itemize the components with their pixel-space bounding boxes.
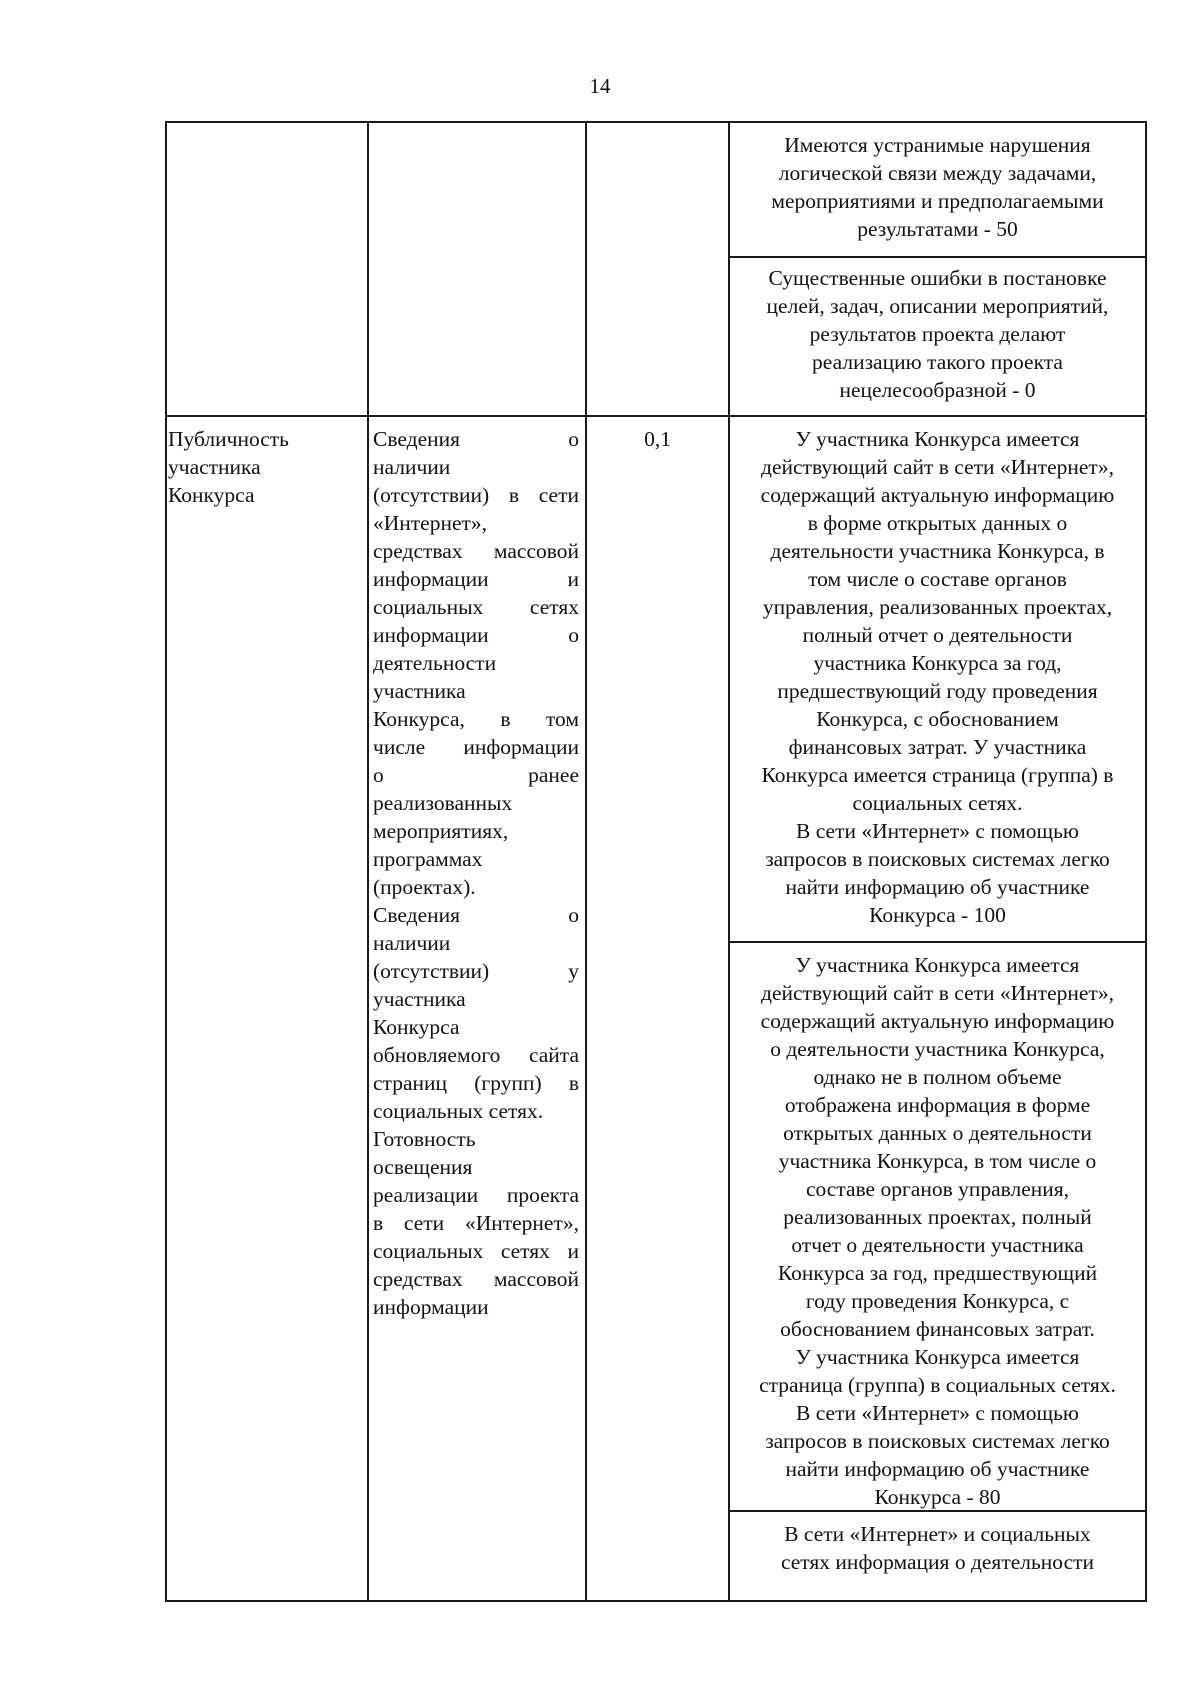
criterion-name: Публичность участника Конкурса [168, 427, 289, 507]
criterion-description: Сведения о наличии (отсутствии) в сети «Интернет», средствах массовой информации и социальных сетях информации о деятельности участника Конкурса, в том числе информации о ранее реализованных мероприятиях, программах (проектах). Сведения о наличии (отсутствии) у участника Конкурса обновляемого сайта страниц (групп) в социальных сетях. Готовность освещения реализации проекта в сети «Интернет», социальных сетях и средствах массовой информации [373, 427, 579, 1319]
column-divider-1 [367, 121, 369, 1602]
table-border-top [165, 121, 1147, 123]
score-cell-80: У участника Конкурса имеется действующий сайт в сети «Интернет», содержащий актуальную информацию о деятельности участника Конкурса, однако не в полном объеме отображена информация в форме открытых данных о деятельности участника Конкурса, в том числе о составе органов управления, реализованных проектах, полный отчет о деятельности участника Конкурса за год, предшествующий году проведения Конкурса, с обоснованием финансовых затрат. У участника Конкурса имеется страница (группа) в социальных сетях. В сети «Интернет» с помощью запросов в поисковых системах легко найти информацию об участнике Конкурса - 80 [759, 953, 1116, 1509]
criterion-weight: 0,1 [644, 427, 671, 451]
criterion-row-divider [165, 415, 1147, 417]
score-cell-100: У участника Конкурса имеется действующий сайт в сети «Интернет», содержащий актуальную информацию в форме открытых данных о деятельности участника Конкурса, в том числе о составе органов управления, реализованных проектах, полный отчет о деятельности участника Конкурса за год, предшествующий году проведения Конкурса, с обоснованием финансовых затрат. У участника Конкурса имеется страница (группа) в социальных сетях. В сети «Интернет» с помощью запросов в поисковых системах легко найти информацию об участнике Конкурса - 100 [760, 427, 1115, 927]
criteria-table [165, 121, 1147, 1602]
score-row-divider-1 [728, 256, 1147, 258]
score-cell-continued: В сети «Интернет» и социальных сетях информация о деятельности [780, 1522, 1095, 1574]
table-border-left [165, 121, 167, 1602]
score-row-divider-2 [728, 941, 1147, 943]
column-divider-2 [585, 121, 587, 1602]
score-cell-top-2: Существенные ошибки в постановке целей, задач, описании мероприятий, результатов проекта делают реализацию такого проекта нецелесообразной - 0 [766, 266, 1109, 402]
page-number: 14 [589, 74, 611, 98]
table-border-bottom [165, 1600, 1147, 1602]
table-border-right [1145, 121, 1147, 1602]
score-cell-top-1: Имеются устранимые нарушения логической связи между задачами, мероприятиями и предполагаемыми результатами - 50 [771, 133, 1104, 241]
